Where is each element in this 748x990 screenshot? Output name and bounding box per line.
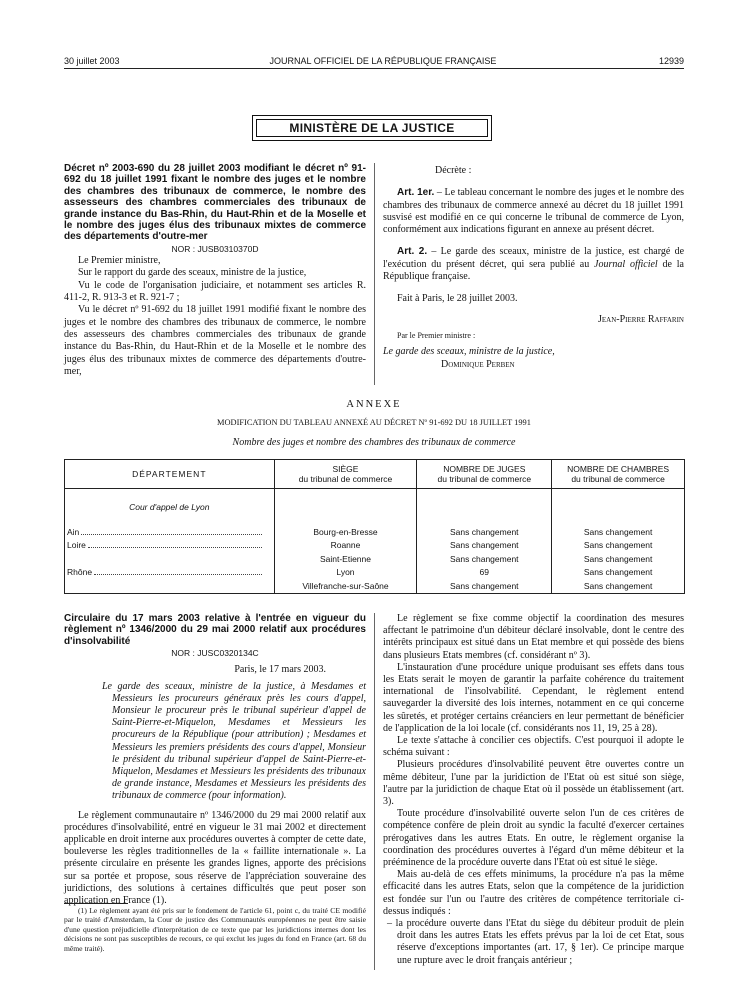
table-cell: Roanne xyxy=(330,540,361,551)
circulaire-paragraph: Toute procédure d'insolvabilité ouverte selon l'un de ces critères de compétence confère de plein droit au syndic la faculté d'exercer certaines prérogatives dans les autres Etats. En outre, le règlement organise la coordination des procédures ouvertes à l'égard d'un même débiteur et la prééminence de la procédure ouverte dans l'Etat où est situé le siège. xyxy=(383,808,684,869)
table-cell: Sans changement xyxy=(450,553,519,564)
annexe-caption: Nombre des juges et nombre des chambres des tribunaux de commerce xyxy=(232,437,516,448)
annexe-subtitle: MODIFICATION DU TABLEAU ANNEXÉ AU DÉCRET Nº 91-692 DU 18 JUILLET 1991 xyxy=(217,418,531,427)
table-header: NOMBRE DE CHAMBRES du tribunal de commerce xyxy=(552,460,685,489)
decree-paragraph: Sur le rapport du garde des sceaux, ministre de la justice, xyxy=(78,267,307,279)
article-1: Art. 1er. – Le tableau concernant le nombre des juges et le nombre des chambres des tribunaux de commerce annexé au décret du 18 juillet 1991 susvisé est modifié en ce qui concerne le tribunal de commerce de Lyon, conformément aux indications figurant en annexe au présent décret. xyxy=(383,187,685,236)
circulaire-paragraph: Plusieurs procédures d'insolvabilité peuvent être ouvertes contre un même débiteur, l'une par la juridiction de l'Etat où est situé son siège, l'autre par la juridiction de chaque Etat où il possède un établissement (art. 3). xyxy=(383,759,684,808)
table-row xyxy=(67,580,266,593)
ministry-title: MINISTÈRE DE LA JUSTICE xyxy=(256,119,488,137)
annexe-label: ANNEXE xyxy=(346,399,402,410)
circulaire-paragraph: Le règlement se fixe comme objectif la coordination des mesures affectant le patrimoine d'un débiteur déclaré insolvable, dont le centre des intérêts principaux est situé dans un Etat membre et qui possède des biens dans plusieurs Etats membres (cf. considérant nº 3). xyxy=(383,613,684,661)
court-label: Cour d'appel de Lyon xyxy=(129,502,210,512)
table-cell: Villefranche-sur-Saône xyxy=(302,580,389,591)
table-cell: 69 xyxy=(479,567,490,578)
table-cell: Sans changement xyxy=(450,580,519,591)
table-cell-departement xyxy=(65,489,275,594)
table-cell: Bourg-en-Bresse xyxy=(313,527,378,537)
annexe-table xyxy=(64,459,685,594)
table-cell: Sans changement xyxy=(583,553,653,564)
table-cell: Sans changement xyxy=(583,580,653,591)
table-row: Ain xyxy=(67,526,266,539)
table-cell: Sans changement xyxy=(583,527,653,537)
table-header: SIÈGE du tribunal de commerce xyxy=(274,460,417,489)
table-cell: Saint-Etienne xyxy=(319,553,371,564)
decree-nor: NOR : JUSB0310370D xyxy=(171,243,259,254)
table-cell-siege xyxy=(274,489,417,594)
table-cell-juges xyxy=(417,489,552,594)
circulaire-paragraph: Mais au-delà de ces effets minimums, la procédure n'a pas la même efficacité dans les autres Etats, selon que la compétence de la juridiction est fondée sur l'un ou l'autre des critères de compétence territoriale ci-dessus indiqués : xyxy=(383,869,684,917)
decree-minister-title: Le garde des sceaux, ministre de la justice, xyxy=(383,346,555,358)
header-journal-title: JOURNAL OFFICIEL DE LA RÉPUBLIQUE FRANÇAISE xyxy=(269,56,497,66)
decree-left-column xyxy=(64,163,366,378)
table-cell: Sans changement xyxy=(450,540,519,551)
circulaire-addressee: Le garde des sceaux, ministre de la justice, à Mesdames et Messieurs les procureurs généraux près les cours d'appel, Monsieur le procureur près le tribunal supérieur d'appel de Saint-Pierre-et-Miquelon, Mesdames et Messieurs les procureurs de la République (pour attribution) ; Mesdames et Messieurs les premiers présidents des cours d'appel, Monsieur le président du tribunal supérieur d'appel de Saint-Pierre-et-Miquelon, Mesdames et Messieurs les présidents des tribunaux de grande instance, Mesdames et Messieurs les présidents des tribunaux de commerce (pour information). xyxy=(102,680,366,802)
article-2: Art. 2. – Le garde des sceaux, ministre de la justice, est chargé de l'exécution du présent décret, qui sera publié au Journal officiel de la République française. xyxy=(383,246,685,283)
table-body-row xyxy=(65,489,685,594)
decree-title: Décret nº 2003-690 du 28 juillet 2003 modifiant le décret nº 91-692 du 18 juillet 1991 fixant le nombre des juges et le nombre des chambres des tribunaux de commerce, le nombre des assesseurs des chambres commerciales des tribunaux de grande instance du Bas-Rhin, du Haut-Rhin et de la Moselle et le nombre des juges élus des tribunaux mixtes de commerce des départements d'outre-mer xyxy=(64,163,366,243)
table-row xyxy=(67,553,266,566)
decree-signatory: Jean-Pierre Raffarin xyxy=(598,313,684,325)
column-divider xyxy=(374,613,375,970)
table-cell: Sans changement xyxy=(583,540,653,551)
decree-paragraph: Vu le code de l'organisation judiciaire, et notamment ses articles R. 411-2, R. 913-3 et R. 921-7 ; xyxy=(64,279,366,304)
footnote-rule xyxy=(64,903,128,904)
table-header: NOMBRE DE JUGES du tribunal de commerce xyxy=(417,460,552,489)
table-row: Rhône xyxy=(67,566,266,579)
decree-paragraph: Le Premier ministre, xyxy=(78,255,161,267)
circulaire-left-column xyxy=(64,613,366,907)
table-cell-chambres xyxy=(552,489,685,594)
list-item: – la procédure ouverte dans l'Etat du siège du débiteur produit de plein droit dans les autres Etats les effets prévus par la loi de cet Etat, sous réserve d'exceptions importantes (art. 17, § 1er). Ce principe marque une rupture avec le droit français antérieur ; xyxy=(387,918,684,966)
decree-countersign-label: Par le Premier ministre : xyxy=(397,330,476,340)
circulaire-nor: NOR : JUSC0320134C xyxy=(171,648,259,659)
decree-decrete: Décrète : xyxy=(435,165,472,176)
column-divider xyxy=(374,163,375,385)
table-header: DÉPARTEMENT xyxy=(65,460,275,489)
table-row: Loire xyxy=(67,539,266,552)
header-rule xyxy=(64,68,684,69)
header-page-number: 12939 xyxy=(658,56,684,66)
circulaire-date: Paris, le 17 mars 2003. xyxy=(234,664,326,676)
header-date: 30 juillet 2003 xyxy=(64,56,120,66)
table-cell: Lyon xyxy=(336,567,355,578)
table-cell: Sans changement xyxy=(450,527,519,537)
table-cell: Sans changement xyxy=(583,567,653,578)
circulaire-right-column xyxy=(383,613,684,967)
circulaire-title: Circulaire du 17 mars 2003 relative à l'entrée en vigueur du règlement nº 1346/2000 du 29 mai 2000 relatif aux procédures d'insolvabilité xyxy=(64,613,366,647)
table-header-row xyxy=(65,460,685,489)
decree-minister-name: Dominique Perben xyxy=(441,358,515,370)
decree-place-date: Fait à Paris, le 28 juillet 2003. xyxy=(397,293,518,305)
footnote: (1) Le règlement ayant été pris sur le fondement de l'article 61, point c, du traité CE modifié par le traité d'Amsterdam, la Cour de justice des Communautés européennes ne peut être saisie d'une question préjudicielle d'interprétation de ce texte que par les juridictions internes dont les décisions ne sont pas susceptibles de recours, ce qui exclut les juges du fond en France (art. 68 du même traité). xyxy=(64,906,366,953)
decree-paragraph: Vu le décret nº 91-692 du 18 juillet 1991 modifié fixant le nombre des juges et le nombre des chambres des tribunaux de commerce, le nombre des assesseurs des chambres commerciales des tribunaux de grande instance du Bas-Rhin, du Haut-Rhin et de la Moselle et le nombre des juges élus des tribunaux mixtes de commerce des départements d'outre-mer, xyxy=(64,304,366,377)
ministry-box xyxy=(252,115,492,141)
circulaire-paragraph: Le règlement communautaire nº 1346/2000 du 29 mai 2000 relatif aux procédures d'insolvabilité, entré en vigueur le 31 mai 2002 et directement applicable en droit interne aux procédures ouvertes à compter de cette date, bouleverse les règles traditionnelles de la « faillite internationale ». La présente circulaire en présente les grandes lignes, apporte des précisions sur sa portée et propose, sous réserve de l'appréciation souveraine des juridictions, des solutions à certaines difficultés que peut poser son application en France (1). xyxy=(64,809,366,907)
circulaire-paragraph: Le texte s'attache à concilier ces objectifs. C'est pourquoi il adopte le schéma suivant : xyxy=(383,735,684,759)
circulaire-paragraph: L'instauration d'une procédure unique produisant ses effets dans tous les Etats serait le moyen de garantir la parfaite cohérence du traitement international de l'insolvabilité. Cependant, le règlement entend sauvegarder la diversité des lois internes, notamment en ce qui concerne les sûretés, et protéger certains créanciers en leur permettant de bénéficier de l'application de la loi locale (cf. considérants nos 11, 19, 25 à 28). xyxy=(383,661,684,734)
decree-right-column xyxy=(383,165,684,371)
